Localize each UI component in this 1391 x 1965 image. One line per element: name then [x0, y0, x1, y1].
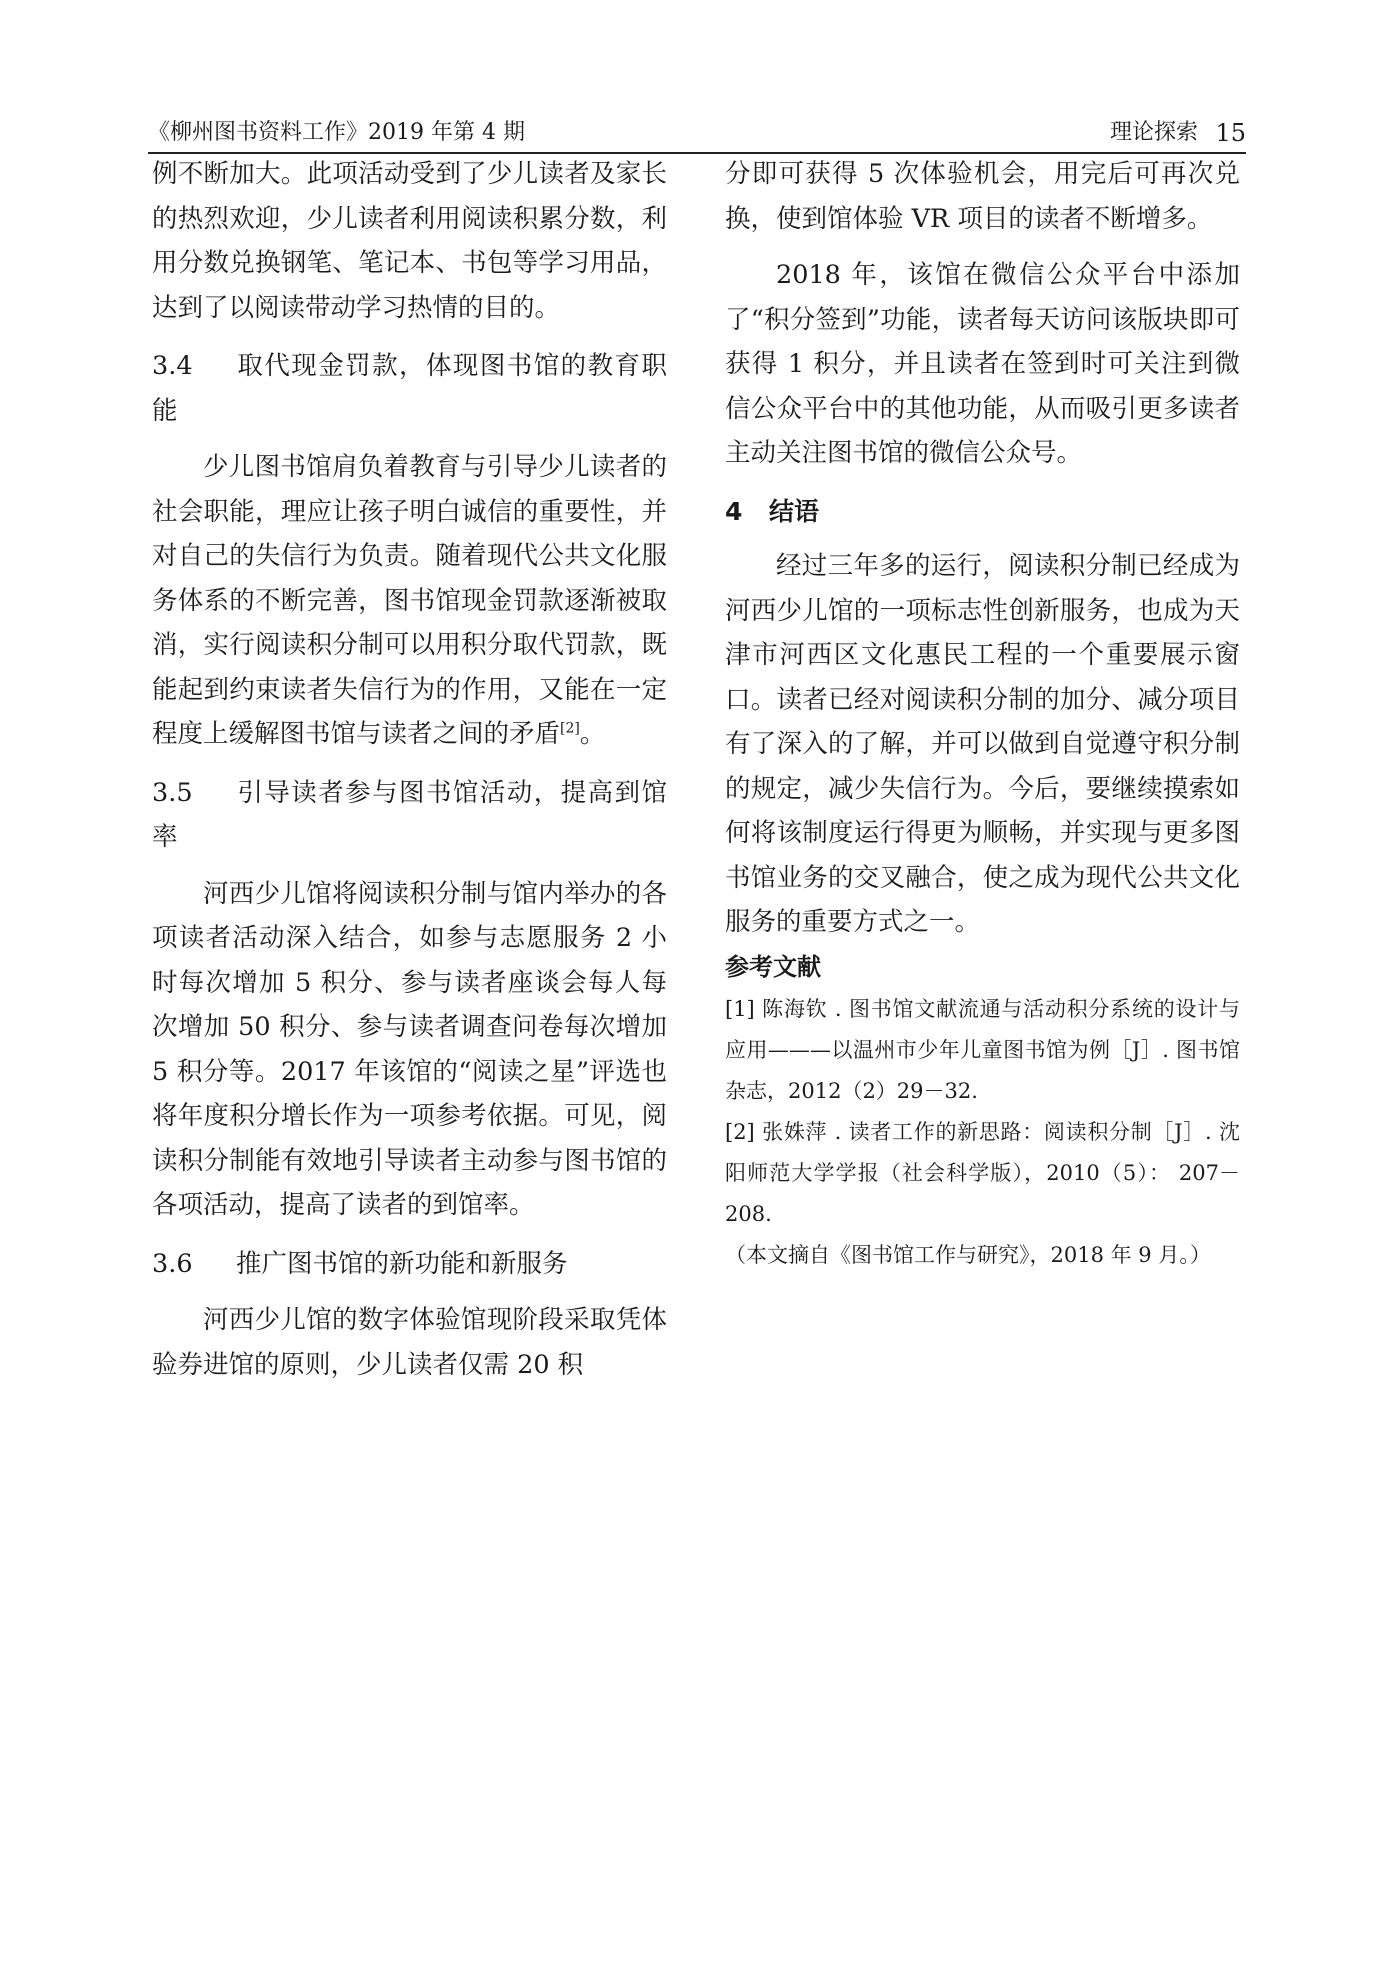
subsection-number: 3.6 [152, 1248, 193, 1279]
paragraph [152, 445, 667, 757]
subsection-heading [152, 1242, 667, 1287]
citation-mark: [2] [560, 720, 580, 737]
paragraph-text: 少儿图书馆肩负着教育与引导少儿读者的社会职能，理应让孩子明白诚信的重要性，并对自己的失信行为负责。随着现代公共文化服务体系的不断完善，图书馆现金罚款逐渐被取消，实行阅读积分制可以用积分取代罚款，既能起到约束读者失信行为的作用，又能在一定程度上缓解图书馆与读者之间的矛盾 [152, 452, 667, 749]
paragraph: 河西少儿馆的数字体验馆现阶段采取凭体验券进馆的原则，少儿读者仅需 20 积 [152, 1305, 667, 1380]
paragraph: 经过三年多的运行，阅读积分制已经成为河西少儿馆的一项标志性创新服务，也成为天津市河西区文化惠民工程的一个重要展示窗口。读者已经对阅读积分制的加分、减分项目有了深入的了解，并可以做到自觉遵守积分制的规定，减少失信行为。今后，要继续摸索如何将该制度运行得更为顺畅，并实现与更多图书馆业务的交叉融合，使之成为现代公共文化服务的重要方式之一。 [725, 551, 1240, 937]
subsection-heading [152, 771, 667, 860]
journal-title: 《柳州图书资料工作》2019 年第 4 期 [148, 120, 525, 145]
subsection-number: 3.5 [152, 777, 193, 808]
subsection-heading [152, 344, 667, 433]
subsection-title: 引导读者参与图书馆活动，提高到馆率 [152, 777, 667, 852]
right-column [725, 152, 1240, 1275]
page-header [148, 114, 1246, 152]
section-heading [725, 490, 1240, 535]
subsection-title: 取代现金罚款，体现图书馆的教育职能 [152, 351, 667, 426]
paragraph-end: 。 [579, 719, 606, 749]
section-title: 结语 [769, 496, 820, 526]
subsection-title: 推广图书馆的新功能和新服务 [236, 1248, 568, 1279]
page-number: 15 [1215, 119, 1246, 147]
paragraph: 例不断加大。此项活动受到了少儿读者及家长的热烈欢迎，少儿读者利用阅读积累分数，利用分数兑换钢笔、笔记本、书包等学习用品，达到了以阅读带动学习热情的目的。 [152, 159, 667, 323]
subsection-number: 3.4 [152, 351, 193, 381]
paragraph: 河西少儿馆将阅读积分制与馆内举办的各项读者活动深入结合，如参与志愿服务 2 小时每次增加 5 积分、参与读者座谈会每人每次增加 50 积分、参与读者调查问卷每次增加 5 积分等。2017 年该馆的“阅读之星”评选也将年度积分增长作为一项参考依据。可见，阅读积分制能有效地引导读者主动参与图书馆的各项活动，提高了读者的到馆率。 [152, 878, 667, 1220]
reference-item: [1] 陈海钦 . 图书馆文献流通与活动积分系统的设计与应用———以温州市少年儿童图书馆为例［J］. 图书馆杂志，2012（2）29－32. [725, 997, 1240, 1103]
paragraph: 2018 年，该馆在微信公众平台中添加了“积分签到”功能，读者每天访问该版块即可获得 1 积分，并且读者在签到时可关注到微信公众平台中的其他功能，从而吸引更多读者主动关注图书馆的微信公众号。 [725, 260, 1240, 468]
left-column [152, 152, 667, 1387]
reference-item: [2] 张姝萍 . 读者工作的新思路：阅读积分制［J］. 沈阳师范大学学报（社会科学版），2010（5）： 207－208. [725, 1120, 1240, 1226]
section-name: 理论探索 [1109, 120, 1198, 145]
section-number: 4 [725, 496, 743, 526]
references-heading: 参考文献 [725, 952, 821, 981]
source-note: （本文摘自《图书馆工作与研究》，2018 年 9 月。） [725, 1243, 1211, 1267]
paragraph: 分即可获得 5 次体验机会，用完后可再次兑换，使到馆体验 VR 项目的读者不断增多。 [725, 159, 1240, 234]
